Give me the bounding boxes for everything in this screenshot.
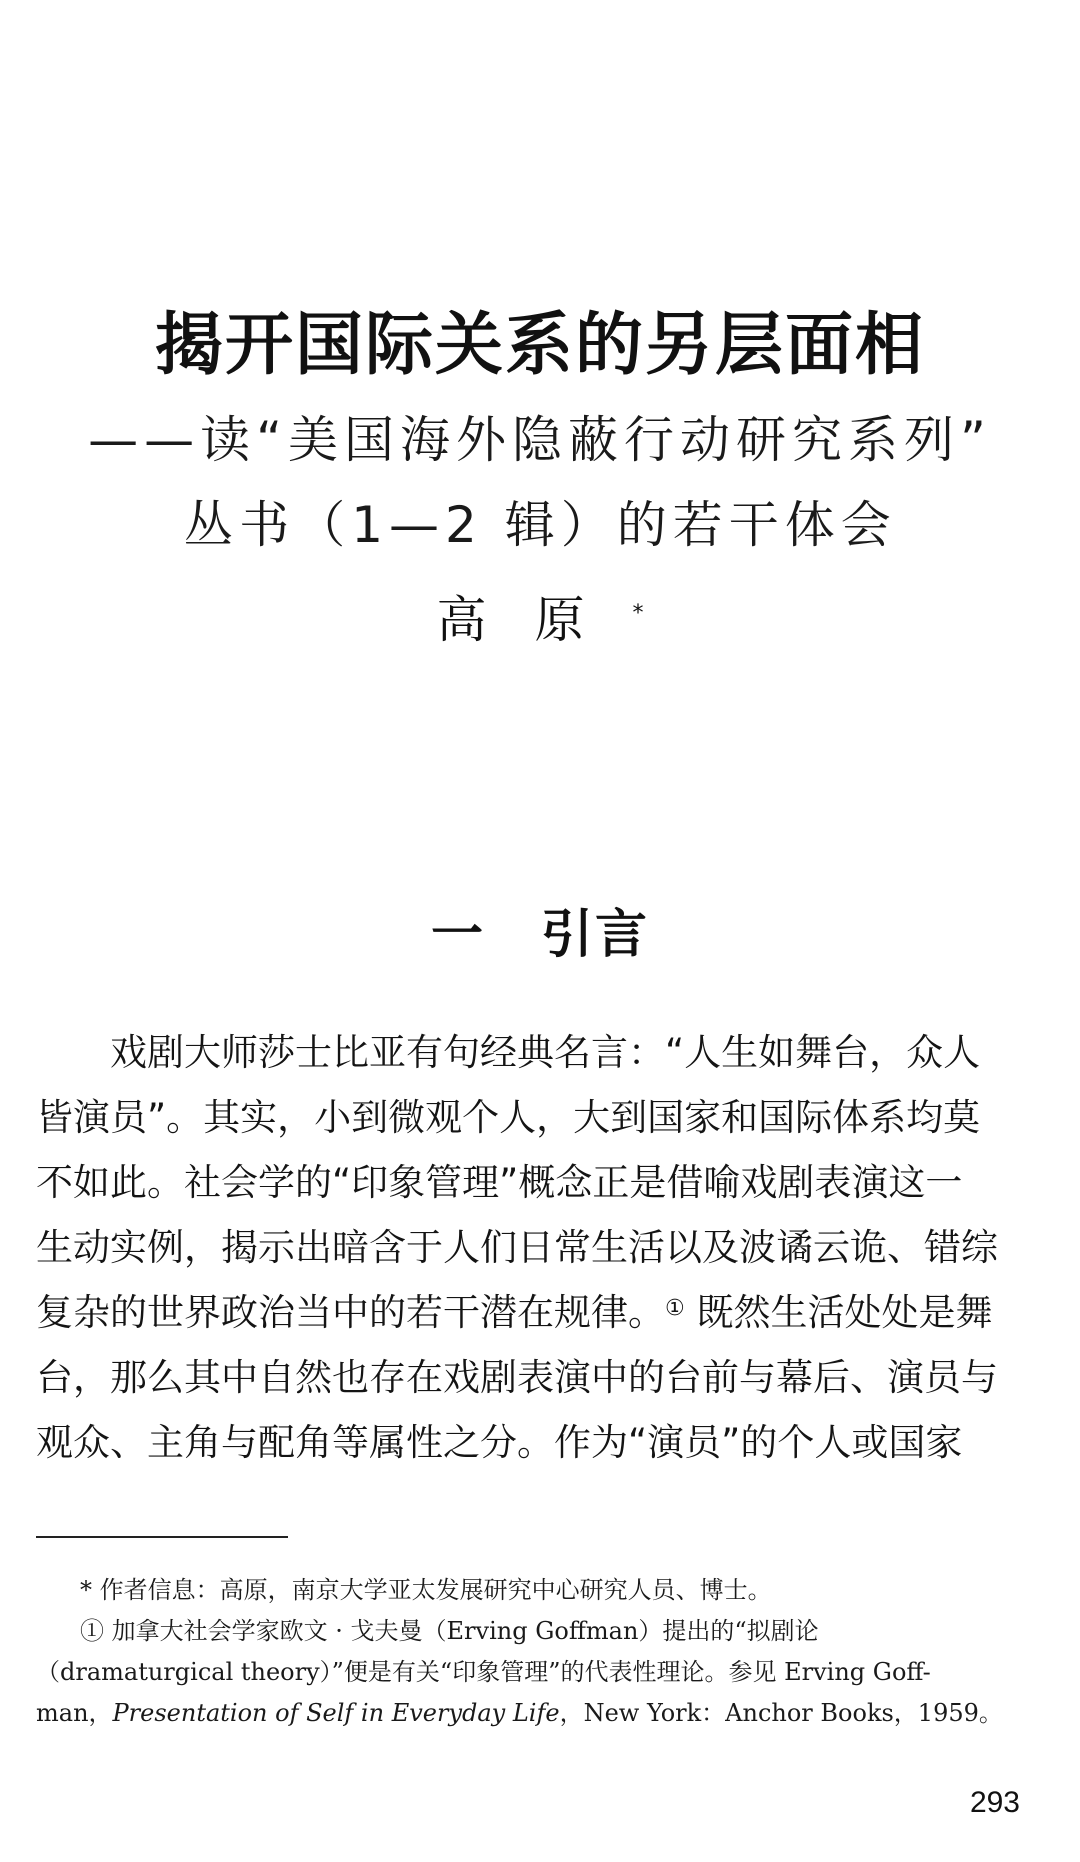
body-text <box>36 1020 1048 1475</box>
footnote-1-citation <box>36 1693 1048 1734</box>
footnote-reference[interactable]: ① <box>665 1296 685 1321</box>
section-heading <box>0 900 1080 970</box>
footnotes <box>36 1570 1048 1734</box>
body-line-text: 既然生活处处是舞 <box>696 1291 993 1334</box>
section-title: 引言 <box>541 905 650 965</box>
author-name <box>0 585 1080 655</box>
author-footnote-mark: * <box>632 601 644 626</box>
body-line: 生动实例，揭示出暗含于人们日常生活以及波谲云诡、错综 <box>36 1226 998 1269</box>
footnote-author-info <box>36 1570 1048 1611</box>
body-line-text: 复杂的世界政治当中的若干潜在规律。 <box>36 1291 665 1334</box>
footnote-divider <box>36 1536 288 1538</box>
body-line: 台，那么其中自然也存在戏剧表演中的台前与幕后、演员与 <box>36 1356 998 1399</box>
footnote-text: 作者信息：高原，南京大学亚太发展研究中心研究人员、博士。 <box>99 1576 772 1604</box>
book-title: Presentation of Self in Everyday Life <box>112 1699 560 1727</box>
body-line: 观众、主角与配角等属性之分。作为“演员”的个人或国家 <box>36 1421 963 1464</box>
section-number: 一 <box>430 905 485 965</box>
article-subtitle-line-1: ——读“美国海外隐蔽行动研究系列” <box>88 411 992 469</box>
page-number: 293 <box>969 1786 1020 1819</box>
citation-publisher: ，New York：Anchor Books，1959。 <box>559 1699 1003 1727</box>
article-title: 揭开国际关系的另层面相 <box>154 305 925 385</box>
body-line: 皆演员”。其实，小到微观个人，大到国家和国际体系均莫 <box>36 1096 981 1139</box>
body-line: 不如此。社会学的“印象管理”概念正是借喻戏剧表演这一 <box>36 1161 963 1204</box>
footnote-text: 加拿大社会学家欧文 · 戈夫曼（Erving Goffman）提出的“拟剧论 <box>111 1617 819 1645</box>
footnote-mark: ① <box>80 1617 104 1645</box>
footnote-1 <box>36 1611 1048 1652</box>
citation-prefix: man， <box>36 1699 113 1727</box>
body-line-with-footnote <box>36 1280 1048 1345</box>
article-subtitle-line-2: 丛书（1—2 辑）的若干体会 <box>183 496 897 554</box>
author-name-text: 高原 <box>436 591 633 649</box>
footnote-1-continued: （dramaturgical theory）”便是有关“印象管理”的代表性理论。参见 Erving Goff- <box>36 1658 931 1686</box>
body-line: 戏剧大师莎士比亚有句经典名言：“人生如舞台，众人 <box>110 1031 981 1074</box>
footnote-mark: * <box>80 1576 92 1604</box>
